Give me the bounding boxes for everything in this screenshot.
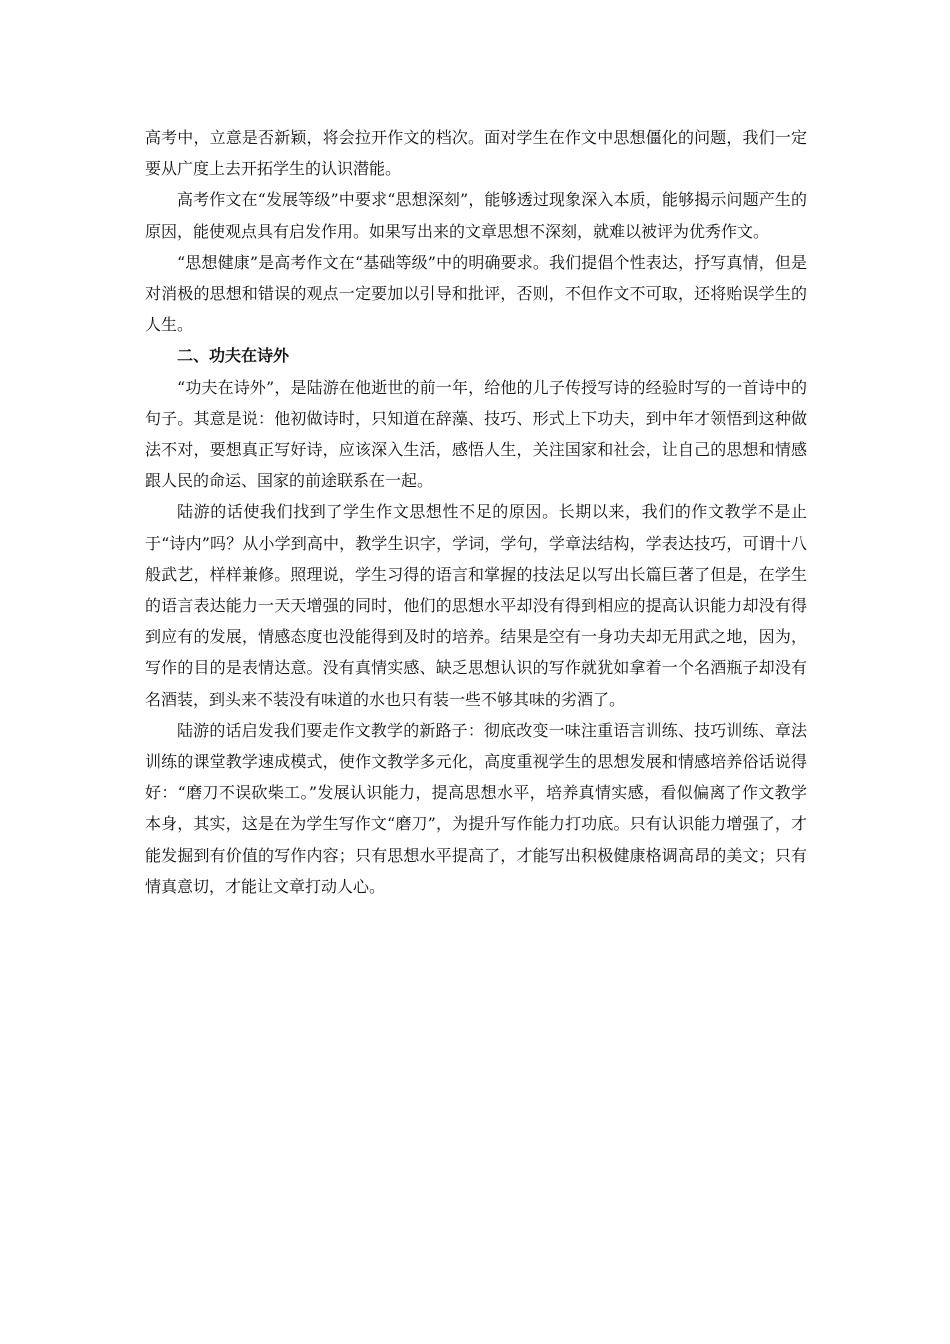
document-body — [145, 122, 807, 902]
paragraph-continuation: 高考中，立意是否新颖，将会拉开作文的档次。面对学生在作文中思想僵化的问题，我们一定要从广度上去开拓学生的认识潜能。 — [145, 128, 807, 179]
paragraph-new-approach: 陆游的话启发我们要走作文教学的新路子：彻底改变一味注重语言训练、技巧训练、章法训练的课堂教学速成模式，使作文教学多元化，高度重视学生的思想发展和情感培养俗话说得好：“磨刀不误砍柴工。”发展认识能力，提高思想水平，培养真情实感，看似偏离了作文教学本身，其实，这是在为学生写作文“磨刀”，为提升写作能力打功底。只有认识能力增强了，才能发掘到有价值的写作内容；只有思想水平提高了，才能写出积极健康格调高昂的美文；只有情真意切，才能让文章打动人心。 — [145, 720, 807, 896]
paragraph-luyou-poem: “功夫在诗外”，是陆游在他逝世的前一年，给他的儿子传授写诗的经验时写的一首诗中的句子。其意是说：他初做诗时，只知道在辞藻、技巧、形式上下功夫，到中年才领悟到这种做法不对，要想真正写好诗，应该深入生活，感悟人生，关注国家和社会，让自己的思想和情感跟人民的命运、国家的前途联系在一起。 — [145, 377, 807, 491]
paragraph-healthy-thought: “思想健康”是高考作文在“基础等级”中的明确要求。我们提倡个性表达，抒写真情，但是对消极的思想和错误的观点一定要加以引导和批评，否则，不但作文不可取，还将贻误学生的人生。 — [145, 252, 807, 335]
paragraph-cause-analysis: 陆游的话使我们找到了学生作文思想性不足的原因。长期以来，我们的作文教学不是止于“诗内”吗？从小学到高中，教学生识字，学词，学句，学章法结构，学表达技巧，可谓十八般武艺，样样兼修。照理说，学生习得的语言和掌握的技法足以写出长篇巨著了但是，在学生的语言表达能力一天天增强的同时，他们的思想水平却没有得到相应的提高认识能力却没有得到应有的发展，情感态度也没能得到及时的培养。结果是空有一身功夫却无用武之地，因为，写作的目的是表情达意。没有真情实感、缺乏思想认识的写作就犹如拿着一个名酒瓶子却没有名酒装，到头来不装没有味道的水也只有装一些不够其味的劣酒了。 — [145, 502, 807, 709]
section-heading: 二、功夫在诗外 — [177, 346, 290, 366]
paragraph-development-level: 高考作文在“发展等级”中要求“思想深刻”，能够透过现象深入本质，能够揭示问题产生的原因，能使观点具有启发作用。如果写出来的文章思想不深刻，就难以被评为优秀作文。 — [145, 190, 807, 241]
